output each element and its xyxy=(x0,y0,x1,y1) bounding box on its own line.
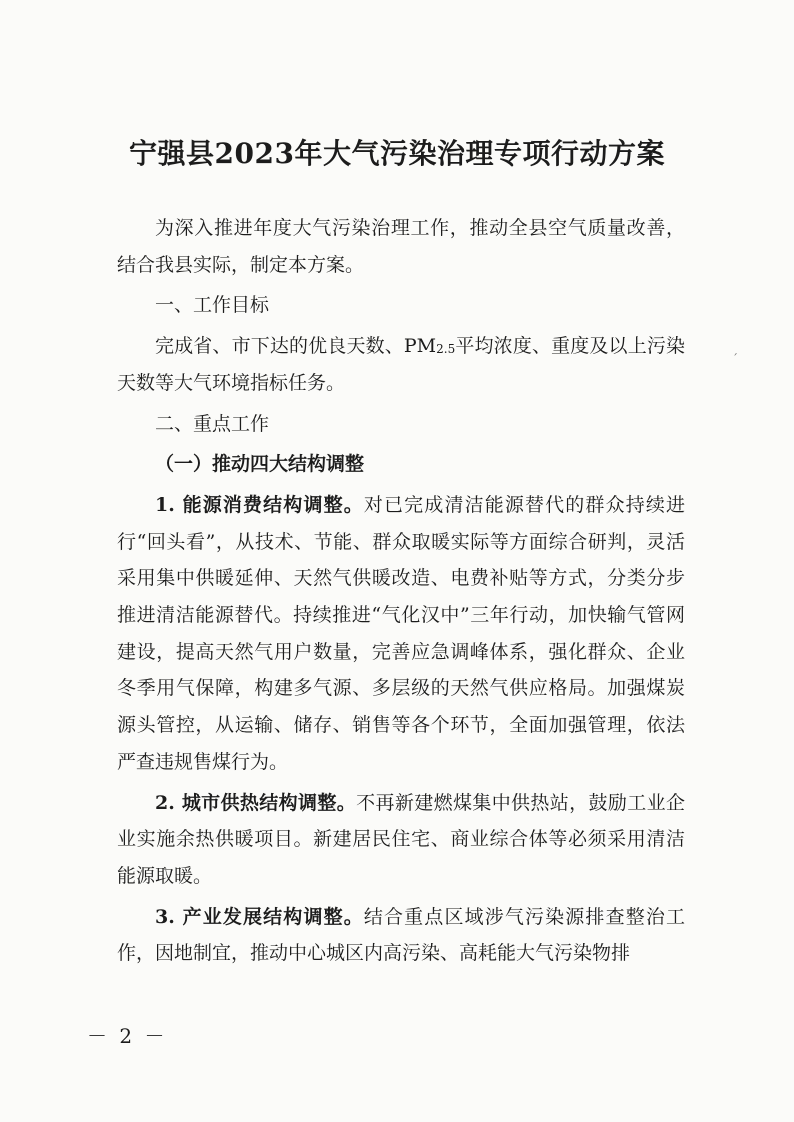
document-body xyxy=(117,210,685,976)
goals-text-after: 平均浓度、重度及以上污染天数等大气环境指标任务。 xyxy=(117,335,685,394)
item-3-lead: 3. 产业发展结构调整。 xyxy=(155,905,364,928)
item-2-text: 不再新建燃煤集中供热站，鼓励工业企业实施余热供暖项目。新建居民住宅、商业综合体等必须采用清洁能源取暖。 xyxy=(117,791,685,887)
item-3-paragraph xyxy=(117,899,685,972)
document-title: 宁强县2023年大气污染治理专项行动方案 xyxy=(129,137,665,170)
item-1-paragraph xyxy=(117,487,685,781)
pm-subscript: 2.5 xyxy=(436,342,456,357)
section-heading-goals: 一、工作目标 xyxy=(155,294,270,317)
subsection-heading-structure: （一）推动四大结构调整 xyxy=(155,453,365,476)
scan-speck: ˊ xyxy=(732,352,738,366)
item-2-lead: 2. 城市供热结构调整。 xyxy=(155,791,357,814)
section-heading-key-work: 二、重点工作 xyxy=(155,412,270,435)
item-1-lead: 1. 能源消费结构调整。 xyxy=(155,493,364,516)
goals-text-before: 完成省、市下达的优良天数、PM xyxy=(155,335,437,358)
page-number: － 2 － xyxy=(87,1024,168,1048)
intro-paragraph: 为深入推进年度大气污染治理工作，推动全县空气质量改善，结合我县实际，制定本方案。 xyxy=(117,217,685,276)
item-2-paragraph xyxy=(117,785,685,895)
item-1-text: 对已完成清洁能源替代的群众持续进行“回头看”，从技术、节能、群众取暖实际等方面综合研判，灵活采用集中供暖延伸、天然气供暖改造、电费补贴等方式，分类分步推进清洁能源替代。持续推进“气化汉中”三年行动，加快输气管网建设，提高天然气用户数量，完善应急调峰体系，强化群众、企业冬季用气保障，构建多气源、多层级的天然气供应格局。加强煤炭源头管控，从运输、储存、销售等各个环节，全面加强管理，依法严查违规售煤行为。 xyxy=(117,493,685,773)
goals-paragraph xyxy=(117,328,685,401)
item-3-text: 结合重点区域涉气污染源排查整治工作，因地制宜，推动中心城区内高污染、高耗能大气污染物排 xyxy=(117,905,685,965)
